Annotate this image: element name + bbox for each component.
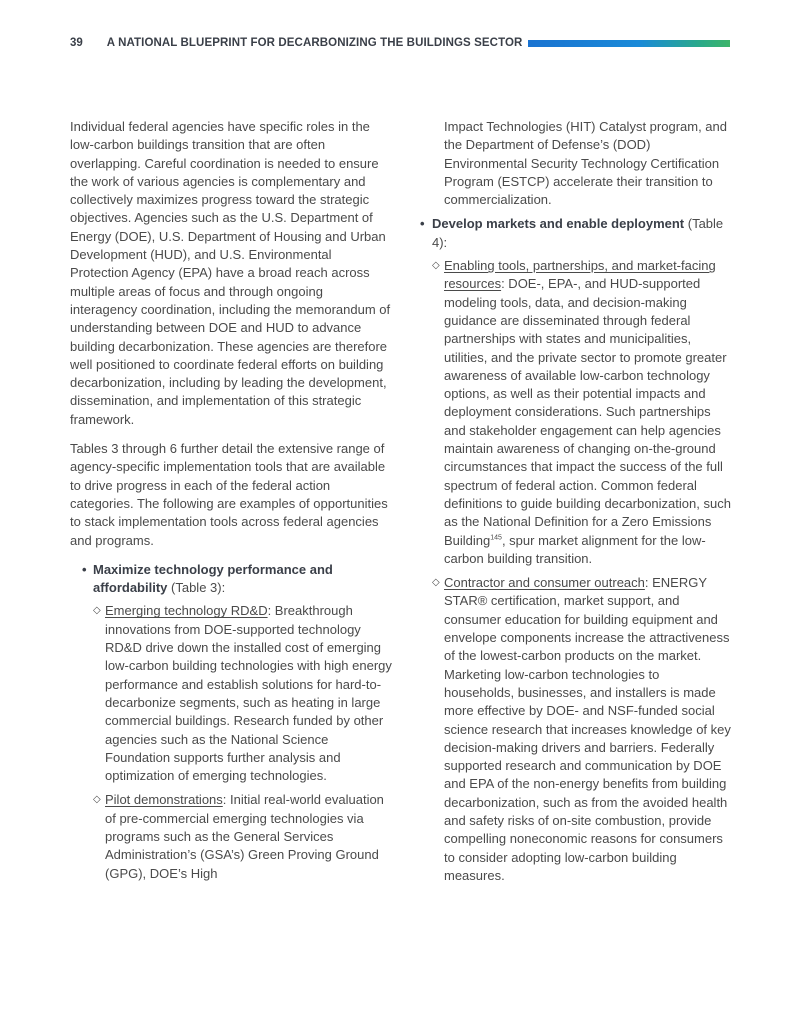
header-accent-bar xyxy=(528,40,730,47)
diamond-bullet-icon: ◇ xyxy=(432,260,440,272)
bullet-develop-markets xyxy=(420,215,732,885)
paragraph-implementation-tools: Tables 3 through 6 further detail the extensive range of agency-specific implementation tools that are available to drive progress in each of the federal action categories. The following are examples of opportunities to stack implementation tools across federal agencies and programs. xyxy=(70,441,388,548)
term-enabling-tools: Enabling tools, partnerships, and market-facing resources xyxy=(444,258,716,292)
bullet-table-ref: (Table 4): xyxy=(432,216,724,250)
paragraph-agency-roles: Individual federal agencies have specific roles in the low-carbon buildings transition that are often overlapping. Careful coordination is needed to ensure the work of various agencies is complementary and collectively maximizes progress toward the strategic objectives. Agencies such as the U.S. Department of Energy (DOE), U.S. Department of Housing and Urban Development (HUD), and U.S. Environmental Protection Agency (EPA) have a broad reach across multiple areas of focus and through ongoing interagency coordination, including the memorandum of understanding between DOE and HUD to advance building decarbonization. These agencies are therefore well positioned to coordinate federal efforts on building decarbonization, including by leading the development, dissemination, and implementation of this strategic framework. xyxy=(70,119,391,427)
page-number: 39 xyxy=(70,37,83,49)
page-header xyxy=(70,36,730,50)
term-emerging-rdd: Emerging technology RD&D xyxy=(105,603,268,619)
term-pilot-demonstrations: Pilot demonstrations xyxy=(105,792,223,808)
diamond-bullet-icon: ◇ xyxy=(93,794,101,806)
footnote-ref: 145 xyxy=(490,534,502,542)
sub-item-text: : Breakthrough innovations from DOE-supported technology RD&D drive down the installed cost of emerging low-carbon building technologies with high energy performance and establish solutions for hard-to-decarbonize segments, such as heating in large commercial buildings. Research funded by other agencies such as the National Science Foundation supports further analysis and optimization of emerging technologies. xyxy=(105,603,392,784)
bullet-heading: Maximize technology performance and affordability xyxy=(93,561,333,596)
sub-item-text-end: , spur market alignment for the low-carbon building transition. xyxy=(444,532,706,566)
left-column xyxy=(70,118,392,889)
bullet-maximize-technology xyxy=(70,561,392,883)
sub-item-text: : DOE-, EPA-, and HUD-supported modeling tools, data, and decision-making guidance are disseminated through federal partnerships with states and municipalities, utilities, and the private sector to promote greater awareness of available low-carbon technology options, as well as their potential impacts and deployment considerations. Such partnerships and stakeholder engagement can help agencies maintain awareness of changing on-the-ground circumstances that impact the success of the full spectrum of federal action. Common federal definitions to guide building decarbonization, such as the National Definition for a Zero Emissions Building xyxy=(444,276,731,548)
bullet-table-ref: (Table 3): xyxy=(167,580,226,596)
diamond-bullet-icon: ◇ xyxy=(432,577,440,589)
continued-pilot-text: Impact Technologies (HIT) Catalyst program, and the Department of Defense’s (DOD) Environmental Security Technology Certification Program (ESTCP) accelerate their transition to commercialization. xyxy=(444,119,727,208)
sub-item-text: : ENERGY STAR® certification, market support, and consumer education for building equipment and envelope components increase the attractiveness of the lowest-carbon products on the market. Marketing low-carbon technologies to households, businesses, and installers is made more effective by DOE- and NSF-funded social science research that increases knowledge of key decision-making drivers and barriers. Federally supported research and communication by DOE and EPA of the non-energy benefits from building decarbonization, such as from the avoided health and safety risks of on-site combustion, provide compelling noneconomic reasons for consumers to consider adopting low-carbon building measures. xyxy=(444,575,731,883)
right-column xyxy=(420,118,732,891)
bullet-marker: • xyxy=(82,561,87,577)
diamond-bullet-icon: ◇ xyxy=(93,605,101,617)
sub-item-emerging-rdd xyxy=(93,602,392,785)
term-contractor-outreach: Contractor and consumer outreach xyxy=(444,575,645,591)
sub-item-contractor-outreach xyxy=(432,574,732,885)
bullet-heading: Develop markets and enable deployment xyxy=(432,216,685,232)
sub-item-pilot-demonstrations xyxy=(93,791,392,882)
sub-item-text: : Initial real-world evaluation of pre-commercial emerging technologies via programs such as the General Services Administration’s (GSA’s) Green Proving Ground (GPG), DOE’s High xyxy=(105,792,384,881)
sub-item-enabling-tools xyxy=(432,257,732,568)
document-title: A NATIONAL BLUEPRINT FOR DECARBONIZING THE BUILDINGS SECTOR xyxy=(106,37,523,49)
bullet-marker: • xyxy=(420,216,425,232)
